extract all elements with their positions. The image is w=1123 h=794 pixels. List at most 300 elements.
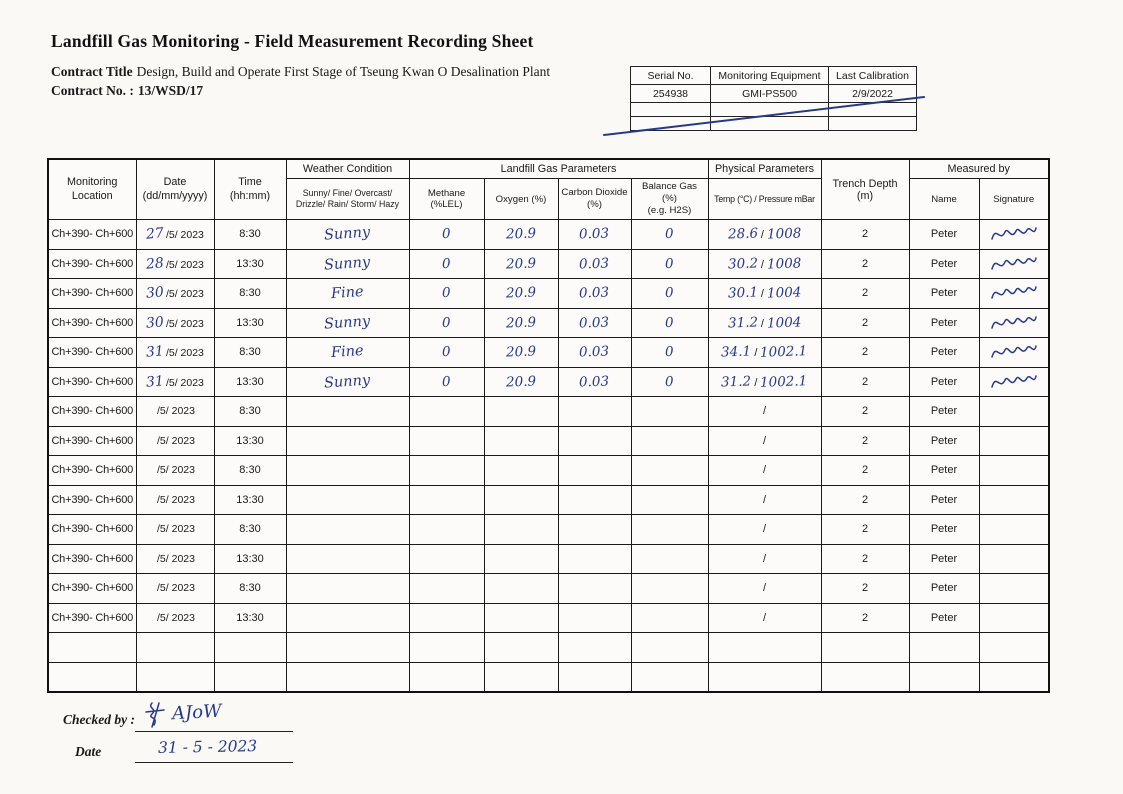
cell-oxygen <box>484 603 558 633</box>
checked-by-label: Checked by : <box>63 712 135 727</box>
cell-balance-gas <box>631 249 708 279</box>
cell-name: Peter <box>909 515 979 545</box>
handwritten-oxygen: 20.9 <box>505 314 537 332</box>
cell-trench-depth <box>821 633 909 663</box>
contract-no-line <box>51 83 203 99</box>
cell-date <box>136 456 214 486</box>
table-row <box>48 249 1049 279</box>
cell-date <box>136 220 214 250</box>
printed-date-suffix: /5/ 2023 <box>157 523 195 536</box>
cell-methane <box>409 574 484 604</box>
header-methane: Methane (%LEL) <box>409 179 484 220</box>
handwritten-pressure: 1004 <box>766 314 802 332</box>
cell-oxygen <box>484 574 558 604</box>
printed-date-suffix: /5/ 2023 <box>157 493 195 506</box>
cell-time <box>214 662 286 692</box>
cell-time: 8:30 <box>214 338 286 368</box>
cell-time: 8:30 <box>214 279 286 309</box>
cell-balance-gas <box>631 603 708 633</box>
cell-name <box>909 633 979 663</box>
handwritten-co2: 0.03 <box>579 314 610 332</box>
printed-slash: / <box>762 464 767 477</box>
cell-methane <box>409 603 484 633</box>
header-physical-parameters: Physical Parameters <box>708 159 821 179</box>
header-text: Balance Gas (%) <box>642 181 697 204</box>
cell-balance-gas <box>631 574 708 604</box>
handwritten-co2: 0.03 <box>579 373 610 391</box>
cell-balance-gas <box>631 279 708 309</box>
handwritten-oxygen: 20.9 <box>505 284 537 302</box>
cell-date <box>136 574 214 604</box>
cell-monitoring-location: Ch+390- Ch+600 <box>48 485 136 515</box>
checked-by-scribble <box>142 700 170 730</box>
handwritten-methane: 0 <box>441 373 452 390</box>
cell-carbon-dioxide <box>558 456 631 486</box>
cell-trench-depth: 2 <box>821 338 909 368</box>
cell-temp-pressure <box>708 633 821 663</box>
cell-name: Peter <box>909 456 979 486</box>
cell-signature <box>979 279 1049 309</box>
handwritten-co2: 0.03 <box>579 225 610 243</box>
table-row <box>48 367 1049 397</box>
signature-scribble <box>989 312 1039 334</box>
cell-weather <box>286 220 409 250</box>
handwritten-temp: 34.1 <box>721 343 752 361</box>
cell-temp-pressure <box>708 544 821 574</box>
printed-slash: / <box>760 229 764 242</box>
cell-carbon-dioxide <box>558 308 631 338</box>
equipment-header-row <box>631 67 917 85</box>
handwritten-temp: 31.2 <box>721 373 752 391</box>
handwritten-date-day: 27 <box>145 225 165 243</box>
cell-time: 13:30 <box>214 426 286 456</box>
cell-monitoring-location: Ch+390- Ch+600 <box>48 456 136 486</box>
header-time <box>214 159 286 220</box>
header-date <box>136 159 214 220</box>
printed-date-suffix: /5/ 2023 <box>157 464 195 477</box>
printed-slash: / <box>754 347 758 360</box>
printed-date-suffix: /5/ 2023 <box>157 552 195 565</box>
cell-date <box>136 603 214 633</box>
cell-name: Peter <box>909 367 979 397</box>
cell-signature <box>979 456 1049 486</box>
cell-temp-pressure <box>708 279 821 309</box>
cell-oxygen <box>484 220 558 250</box>
handwritten-methane: 0 <box>441 344 452 361</box>
cell-methane <box>409 338 484 368</box>
handwritten-temp: 30.1 <box>727 284 759 302</box>
cell-oxygen <box>484 515 558 545</box>
cell-oxygen <box>484 426 558 456</box>
handwritten-checked-date: 31 - 5 - 2023 <box>157 737 258 757</box>
cell-time: 13:30 <box>214 544 286 574</box>
cell-weather <box>286 574 409 604</box>
header-gas-parameters: Landfill Gas Parameters <box>409 159 708 179</box>
cell-oxygen <box>484 338 558 368</box>
handwritten-co2: 0.03 <box>579 284 610 302</box>
contract-title-text: Design, Build and Operate First Stage of Tseung Kwan O Desalination Plant <box>136 64 551 79</box>
cell-oxygen <box>484 367 558 397</box>
cell-date <box>136 397 214 427</box>
cell-oxygen <box>484 485 558 515</box>
cell-weather <box>286 485 409 515</box>
cell-monitoring-location: Ch+390- Ch+600 <box>48 544 136 574</box>
cell-carbon-dioxide <box>558 249 631 279</box>
cell-time: 8:30 <box>214 456 286 486</box>
cell-time <box>214 633 286 663</box>
handwritten-balance: 0 <box>664 314 675 331</box>
handwritten-date-day: 31 <box>145 343 165 361</box>
printed-date-suffix: /5/ 2023 <box>165 288 204 301</box>
empty-cell <box>711 117 829 131</box>
handwritten-pressure: 1008 <box>766 255 802 273</box>
table-row <box>48 633 1049 663</box>
printed-date-suffix: /5/ 2023 <box>165 347 204 360</box>
cell-balance-gas <box>631 456 708 486</box>
cell-time: 8:30 <box>214 515 286 545</box>
handwritten-pressure: 1004 <box>766 284 802 302</box>
cell-time: 13:30 <box>214 249 286 279</box>
cell-balance-gas <box>631 426 708 456</box>
cell-date <box>136 515 214 545</box>
cell-monitoring-location <box>48 662 136 692</box>
date-underline <box>135 762 293 763</box>
cell-trench-depth: 2 <box>821 544 909 574</box>
cell-date <box>136 544 214 574</box>
cell-temp-pressure <box>708 485 821 515</box>
cell-methane <box>409 544 484 574</box>
header-text: Sunny/ Fine/ Overcast/ <box>302 188 393 199</box>
cell-methane <box>409 633 484 663</box>
cell-balance-gas <box>631 485 708 515</box>
cell-time: 8:30 <box>214 220 286 250</box>
handwritten-weather: Sunny <box>323 372 372 392</box>
cell-name: Peter <box>909 485 979 515</box>
cell-weather <box>286 544 409 574</box>
cell-carbon-dioxide <box>558 603 631 633</box>
cell-oxygen <box>484 456 558 486</box>
handwritten-methane: 0 <box>441 285 452 302</box>
cell-temp-pressure <box>708 397 821 427</box>
cell-time: 8:30 <box>214 574 286 604</box>
cell-name: Peter <box>909 397 979 427</box>
cell-date <box>136 338 214 368</box>
printed-slash: / <box>760 288 764 301</box>
table-row <box>48 515 1049 545</box>
header-text: (e.g. H2S) <box>647 204 692 216</box>
cell-methane <box>409 485 484 515</box>
equipment-empty-row <box>631 103 917 117</box>
cell-temp-pressure <box>708 603 821 633</box>
cell-weather <box>286 367 409 397</box>
handwritten-pressure: 1008 <box>766 225 802 243</box>
cell-methane <box>409 220 484 250</box>
printed-slash: / <box>762 582 767 595</box>
printed-slash: / <box>762 611 767 624</box>
cell-monitoring-location: Ch+390- Ch+600 <box>48 367 136 397</box>
header-measured-by: Measured by <box>909 159 1049 179</box>
cell-name: Peter <box>909 308 979 338</box>
cell-name: Peter <box>909 426 979 456</box>
cell-temp-pressure <box>708 456 821 486</box>
cell-name: Peter <box>909 338 979 368</box>
header-text: Date <box>163 176 187 189</box>
handwritten-pressure: 1002.1 <box>760 372 808 391</box>
cell-carbon-dioxide <box>558 279 631 309</box>
cell-balance-gas <box>631 397 708 427</box>
cell-weather <box>286 633 409 663</box>
cell-time: 13:30 <box>214 603 286 633</box>
header-temp-pressure <box>708 179 821 220</box>
signature-scribble <box>989 341 1039 363</box>
printed-date-suffix: /5/ 2023 <box>157 434 195 447</box>
header-monitoring-location <box>48 159 136 220</box>
cell-oxygen <box>484 544 558 574</box>
header-serial-no: Serial No. <box>631 67 711 85</box>
cell-signature <box>979 367 1049 397</box>
cell-carbon-dioxide <box>558 426 631 456</box>
printed-slash: / <box>762 434 767 447</box>
cell-methane <box>409 249 484 279</box>
cell-signature <box>979 426 1049 456</box>
table-row <box>48 662 1049 692</box>
handwritten-date-day: 31 <box>145 373 165 391</box>
cell-balance-gas <box>631 662 708 692</box>
cell-temp-pressure <box>708 515 821 545</box>
equipment-data-row <box>631 85 917 103</box>
cell-weather <box>286 426 409 456</box>
table-row <box>48 279 1049 309</box>
cell-signature <box>979 603 1049 633</box>
cell-methane <box>409 426 484 456</box>
printed-slash: / <box>762 493 767 506</box>
cell-oxygen <box>484 249 558 279</box>
header-text: Location <box>71 189 113 202</box>
cell-balance-gas <box>631 220 708 250</box>
empty-cell <box>631 103 711 117</box>
cell-weather <box>286 279 409 309</box>
printed-date-suffix: /5/ 2023 <box>165 376 204 389</box>
table-row <box>48 308 1049 338</box>
cell-carbon-dioxide <box>558 220 631 250</box>
cell-carbon-dioxide <box>558 515 631 545</box>
printed-slash: / <box>762 552 767 565</box>
table-row <box>48 544 1049 574</box>
cell-date <box>136 633 214 663</box>
cell-temp-pressure <box>708 574 821 604</box>
cell-signature <box>979 662 1049 692</box>
cell-weather <box>286 456 409 486</box>
header-text: (hh:mm) <box>229 189 271 202</box>
handwritten-date-day: 30 <box>145 284 165 302</box>
table-row <box>48 220 1049 250</box>
printed-date-suffix: /5/ 2023 <box>157 405 195 418</box>
cell-balance-gas <box>631 515 708 545</box>
cell-oxygen <box>484 397 558 427</box>
cell-name: Peter <box>909 603 979 633</box>
handwritten-methane: 0 <box>441 226 452 243</box>
cell-monitoring-location: Ch+390- Ch+600 <box>48 220 136 250</box>
cell-carbon-dioxide <box>558 367 631 397</box>
cell-trench-depth: 2 <box>821 397 909 427</box>
header-carbon-dioxide <box>558 179 631 220</box>
cell-monitoring-location: Ch+390- Ch+600 <box>48 279 136 309</box>
table-header <box>48 159 1049 220</box>
cell-date <box>136 308 214 338</box>
cell-signature <box>979 485 1049 515</box>
cell-monitoring-location: Ch+390- Ch+600 <box>48 426 136 456</box>
handwritten-weather: Fine <box>330 343 365 362</box>
cell-trench-depth: 2 <box>821 249 909 279</box>
cell-trench-depth: 2 <box>821 426 909 456</box>
header-row-1 <box>48 159 1049 179</box>
cell-date <box>136 249 214 279</box>
header-text: Temp (°C) / Pressure mBar <box>714 193 815 204</box>
header-text: Carbon Dioxide <box>561 187 628 199</box>
handwritten-temp: 28.6 <box>727 225 759 243</box>
checked-by-underline <box>135 731 293 732</box>
signature-scribble <box>989 223 1039 245</box>
cell-temp-pressure <box>708 662 821 692</box>
signature-scribble <box>989 282 1039 304</box>
handwritten-weather: Sunny <box>323 224 372 244</box>
cell-signature <box>979 220 1049 250</box>
cell-name: Peter <box>909 249 979 279</box>
cell-signature <box>979 633 1049 663</box>
cell-weather <box>286 308 409 338</box>
empty-cell <box>711 103 829 117</box>
table-row <box>48 456 1049 486</box>
printed-slash: / <box>762 523 767 536</box>
handwritten-balance: 0 <box>664 373 675 390</box>
cell-balance-gas <box>631 338 708 368</box>
cell-trench-depth: 2 <box>821 574 909 604</box>
handwritten-date-day: 28 <box>145 255 165 273</box>
handwritten-temp: 31.2 <box>727 314 759 332</box>
header-weather-sub <box>286 179 409 220</box>
cell-monitoring-location: Ch+390- Ch+600 <box>48 397 136 427</box>
checked-by-signature-text: AJoW <box>171 700 223 725</box>
table-row <box>48 574 1049 604</box>
header-text: (%) <box>587 199 602 210</box>
printed-date-suffix: /5/ 2023 <box>157 611 195 624</box>
header-signature: Signature <box>979 179 1049 220</box>
header-text: (dd/mm/yyyy) <box>142 189 208 202</box>
empty-cell <box>829 103 917 117</box>
signature-scribble <box>989 371 1039 393</box>
header-oxygen: Oxygen (%) <box>484 179 558 220</box>
cell-carbon-dioxide <box>558 485 631 515</box>
cell-carbon-dioxide <box>558 338 631 368</box>
cell-trench-depth: 2 <box>821 515 909 545</box>
cell-signature <box>979 574 1049 604</box>
cell-balance-gas <box>631 633 708 663</box>
printed-slash: / <box>754 376 758 389</box>
serial-no-value: 254938 <box>631 85 711 103</box>
cell-name: Peter <box>909 220 979 250</box>
equipment-value: GMI-PS500 <box>711 85 829 103</box>
header-weather-condition: Weather Condition <box>286 159 409 179</box>
cell-temp-pressure <box>708 367 821 397</box>
handwritten-balance: 0 <box>664 344 675 361</box>
cell-oxygen <box>484 279 558 309</box>
cell-date <box>136 485 214 515</box>
cell-methane <box>409 397 484 427</box>
cell-methane <box>409 456 484 486</box>
handwritten-co2: 0.03 <box>579 255 610 273</box>
cell-carbon-dioxide <box>558 574 631 604</box>
cell-trench-depth: 2 <box>821 367 909 397</box>
cell-weather <box>286 662 409 692</box>
cell-carbon-dioxide <box>558 633 631 663</box>
cell-temp-pressure <box>708 308 821 338</box>
cell-signature <box>979 249 1049 279</box>
cell-time: 13:30 <box>214 485 286 515</box>
handwritten-oxygen: 20.9 <box>505 343 537 361</box>
handwritten-oxygen: 20.9 <box>505 255 537 273</box>
cell-time: 13:30 <box>214 367 286 397</box>
table-row <box>48 603 1049 633</box>
page-title: Landfill Gas Monitoring - Field Measurement Recording Sheet <box>51 31 534 51</box>
cell-monitoring-location: Ch+390- Ch+600 <box>48 249 136 279</box>
cell-methane <box>409 279 484 309</box>
printed-date-suffix: /5/ 2023 <box>165 258 204 271</box>
cell-signature <box>979 544 1049 574</box>
cell-weather <box>286 338 409 368</box>
printed-slash: / <box>762 405 767 418</box>
header-text: Time <box>238 176 262 189</box>
cell-oxygen <box>484 662 558 692</box>
cell-date <box>136 367 214 397</box>
date-label: Date <box>75 744 102 759</box>
printed-date-suffix: /5/ 2023 <box>157 582 195 595</box>
monitoring-table <box>47 158 1050 693</box>
handwritten-oxygen: 20.9 <box>505 373 537 391</box>
cell-temp-pressure <box>708 220 821 250</box>
header-name: Name <box>909 179 979 220</box>
table-body <box>48 220 1049 692</box>
cell-oxygen <box>484 308 558 338</box>
handwritten-methane: 0 <box>441 255 452 272</box>
cell-methane <box>409 515 484 545</box>
handwritten-balance: 0 <box>664 255 675 272</box>
cell-monitoring-location <box>48 633 136 663</box>
cell-signature <box>979 515 1049 545</box>
empty-cell <box>631 117 711 131</box>
handwritten-balance: 0 <box>664 226 675 243</box>
cell-trench-depth: 2 <box>821 220 909 250</box>
cell-methane <box>409 308 484 338</box>
cell-monitoring-location: Ch+390- Ch+600 <box>48 338 136 368</box>
cell-balance-gas <box>631 308 708 338</box>
contract-title-line <box>51 64 550 80</box>
cell-weather <box>286 515 409 545</box>
handwritten-oxygen: 20.9 <box>505 225 537 243</box>
handwritten-co2: 0.03 <box>579 343 610 361</box>
header-trench-depth: Trench Depth (m) <box>821 159 909 220</box>
cell-time: 8:30 <box>214 397 286 427</box>
contract-title-label: Contract Title <box>51 64 133 79</box>
cell-signature <box>979 397 1049 427</box>
cell-methane <box>409 367 484 397</box>
cell-name: Peter <box>909 544 979 574</box>
cell-time: 13:30 <box>214 308 286 338</box>
cell-trench-depth: 2 <box>821 308 909 338</box>
cell-monitoring-location: Ch+390- Ch+600 <box>48 574 136 604</box>
cell-temp-pressure <box>708 426 821 456</box>
cell-weather <box>286 397 409 427</box>
cell-carbon-dioxide <box>558 662 631 692</box>
